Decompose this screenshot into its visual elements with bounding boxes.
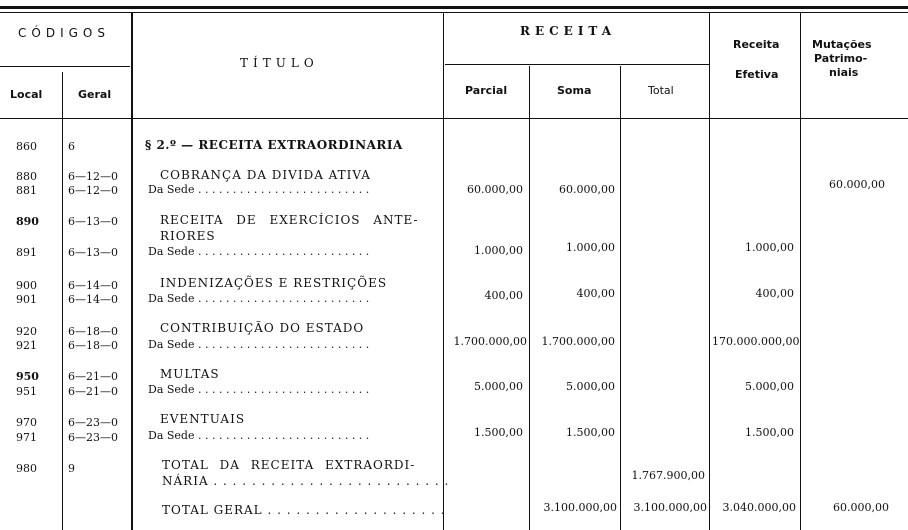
code-local: 980 (16, 462, 37, 475)
value-soma: 1.000,00 (566, 241, 615, 254)
value-efetiva: 3.040.000,00 (722, 501, 796, 514)
code-local: 891 (16, 246, 37, 259)
value-mutacoes: 60.000,00 (833, 501, 889, 514)
code-geral: 6—12—0 (68, 170, 118, 183)
code-local: 971 (16, 431, 37, 444)
header-receita-efetiva-1: Receita (733, 38, 780, 51)
total-title: TOTAL DA RECEITA EXTRAORDI- (162, 458, 416, 472)
item-title: COBRANÇA DA DIVIDA ATIVA (160, 168, 371, 182)
code-local: 860 (16, 140, 37, 153)
code-local: 881 (16, 184, 37, 197)
receita-underline (445, 64, 709, 65)
header-parcial: Parcial (465, 84, 508, 97)
value-parcial: 60.000,00 (467, 183, 523, 196)
code-local: 890 (16, 215, 39, 228)
value-soma: 1.700.000,00 (541, 335, 615, 348)
sub-title: Da Sede . . . . . . . . . . . . . . . . . . . . . . . . . (148, 429, 370, 442)
value-efetiva: 1.000,00 (745, 241, 794, 254)
value-parcial: 1.000,00 (474, 244, 523, 257)
value-efetiva: 1.500,00 (745, 426, 794, 439)
header-bottom-border (0, 118, 908, 119)
value-soma: 400,00 (576, 287, 615, 300)
header-mutacoes-2: Patrimo- (814, 52, 868, 65)
code-geral: 6—18—0 (68, 339, 118, 352)
item-title: MULTAS (160, 367, 220, 381)
code-geral: 6—18—0 (68, 325, 118, 338)
col-divider-soma (620, 66, 621, 530)
value-parcial: 400,00 (484, 289, 523, 302)
value-soma: 3.100.000,00 (543, 501, 617, 514)
sub-title: Da Sede . . . . . . . . . . . . . . . . . . . . . . . . . (148, 245, 370, 258)
header-local: Local (10, 88, 43, 101)
codigos-underline (0, 66, 130, 67)
value-soma: 5.000,00 (566, 380, 615, 393)
code-local: 920 (16, 325, 37, 338)
code-geral: 6—14—0 (68, 279, 118, 292)
code-geral: 6—13—0 (68, 215, 118, 228)
value-mutacoes: 60.000,00 (829, 178, 885, 191)
total-title-cont: NÁRIA . . . . . . . . . . . . . . . . . . . . . . . . . (162, 474, 450, 488)
top-border-thin (0, 12, 908, 13)
section-title: § 2.º — RECEITA EXTRAORDINARIA (145, 138, 403, 152)
code-local: 951 (16, 385, 37, 398)
sub-title: Da Sede . . . . . . . . . . . . . . . . . . . . . . . . . (148, 383, 370, 396)
code-local: 921 (16, 339, 37, 352)
value-soma: 1.500,00 (566, 426, 615, 439)
code-geral: 6—23—0 (68, 416, 118, 429)
code-local: 900 (16, 279, 37, 292)
header-soma: Soma (557, 84, 592, 97)
header-mutacoes-1: Mutações (812, 38, 872, 51)
value-total: 3.100.000,00 (633, 501, 707, 514)
code-geral: 6—12—0 (68, 184, 118, 197)
value-soma: 60.000,00 (559, 183, 615, 196)
sub-title: Da Sede . . . . . . . . . . . . . . . . . . . . . . . . . (148, 292, 370, 305)
header-titulo: TÍTULO (240, 56, 319, 70)
code-geral: 6—23—0 (68, 431, 118, 444)
sub-title: Da Sede . . . . . . . . . . . . . . . . . . . . . . . . . (148, 183, 370, 196)
code-geral: 6—21—0 (68, 370, 118, 383)
header-mutacoes-3: niais (829, 66, 859, 79)
header-geral: Geral (78, 88, 112, 101)
item-title-cont: RIORES (160, 229, 216, 243)
code-geral: 6—13—0 (68, 246, 118, 259)
sub-title: Da Sede . . . . . . . . . . . . . . . . . . . . . . . . . (148, 338, 370, 351)
code-geral: 6—21—0 (68, 385, 118, 398)
col-divider-total (709, 12, 710, 530)
code-geral: 6 (68, 140, 75, 153)
code-geral: 6—14—0 (68, 293, 118, 306)
value-efetiva: 170.000.000,00 (712, 335, 800, 348)
code-local: 880 (16, 170, 37, 183)
item-title: RECEITA DE EXERCÍCIOS ANTE- (160, 213, 419, 227)
col-divider-efetiva (800, 12, 801, 530)
top-border-thick (0, 6, 908, 9)
value-parcial: 1.700.000,00 (453, 335, 527, 348)
value-parcial: 1.500,00 (474, 426, 523, 439)
header-codigos: CÓDIGOS (18, 26, 110, 40)
item-title: EVENTUAIS (160, 412, 246, 426)
header-total: Total (648, 84, 674, 97)
grand-total-title: TOTAL GERAL . . . . . . . . . . . . . . . . . . . (162, 503, 446, 517)
value-total: 1.767.900,00 (631, 469, 705, 482)
code-local: 901 (16, 293, 37, 306)
code-geral: 9 (68, 462, 75, 475)
item-title: CONTRIBUIÇÃO DO ESTADO (160, 321, 365, 335)
item-title: INDENIZAÇÕES E RESTRIÇÕES (160, 276, 388, 290)
col-divider-titulo (443, 12, 444, 530)
header-receita: RECEITA (520, 24, 617, 38)
code-local: 950 (16, 370, 39, 383)
header-receita-efetiva-2: Efetiva (735, 68, 779, 81)
code-local: 970 (16, 416, 37, 429)
value-efetiva: 400,00 (755, 287, 794, 300)
value-parcial: 5.000,00 (474, 380, 523, 393)
col-divider-parcial (529, 66, 530, 530)
value-efetiva: 5.000,00 (745, 380, 794, 393)
col-divider-local (62, 72, 63, 530)
col-divider-codigos (131, 12, 133, 530)
